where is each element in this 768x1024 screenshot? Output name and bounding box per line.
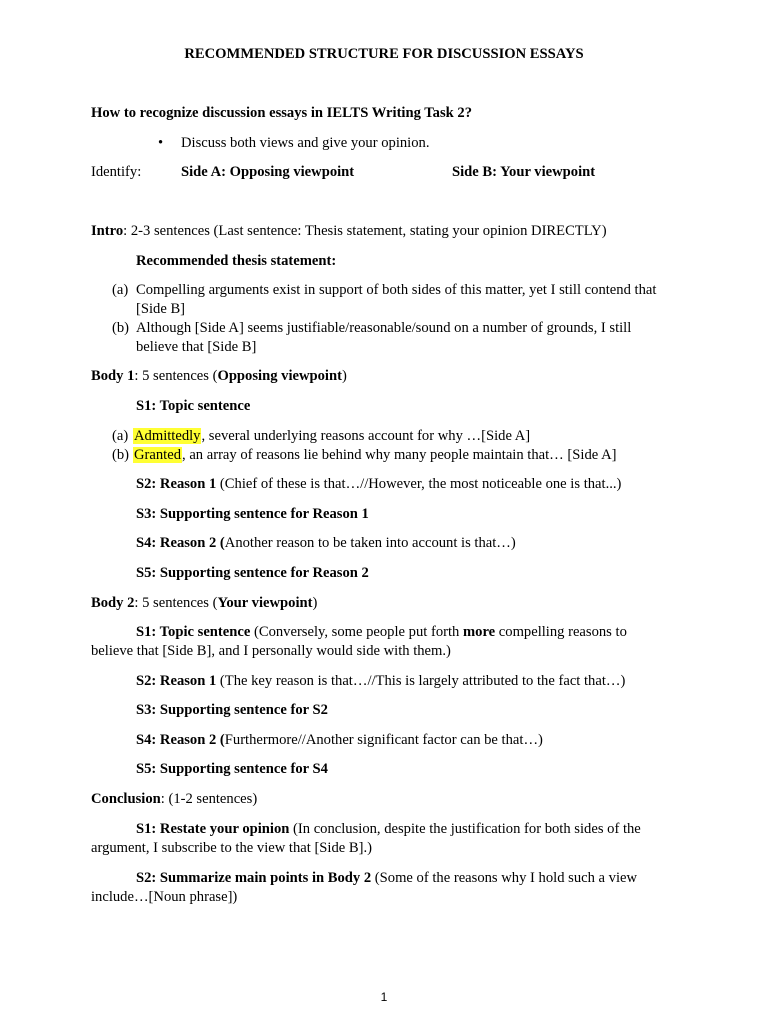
body1-post: ) <box>341 368 347 384</box>
body1-s4-text: Another reason to be taken into account is that…) <box>224 535 516 551</box>
body1-label: Body 1 <box>91 368 135 384</box>
body2-s1-label: S1: Topic sentence <box>136 624 251 640</box>
body2-s4-label: S4: Reason 2 ( <box>136 732 225 748</box>
side-b-label: Side B: Your viewpoint <box>452 164 596 180</box>
body1-viewpoint: Opposing viewpoint <box>217 368 342 384</box>
conclusion-s1-text: (In conclusion, despite the justification for both sides of the <box>289 821 641 837</box>
conclusion-s2-label: S2: Summarize main points in Body 2 <box>136 870 372 886</box>
conclusion-s2-text: (Some of the reasons why I hold such a view <box>371 870 638 886</box>
body2-s1-line2: believe that [Side B], and I personally would side with them.) <box>91 643 451 659</box>
bullet-item: Discuss both views and give your opinion. <box>181 135 430 151</box>
body2-label: Body 2 <box>91 595 135 611</box>
body1-b-rest: , an array of reasons lie behind why many people maintain that… [Side A] <box>182 447 617 463</box>
body2-line <box>91 594 317 613</box>
side-a-label: Side A: Opposing viewpoint <box>181 164 355 180</box>
body1-pre: : 5 sentences ( <box>134 368 218 384</box>
conclusion-text: : (1-2 sentences) <box>160 791 258 807</box>
body2-viewpoint: Your viewpoint <box>217 595 313 611</box>
conclusion-line <box>91 790 257 809</box>
page-number: 1 <box>380 990 388 1004</box>
highlight-admittedly: Admittedly <box>134 428 201 444</box>
body2-post: ) <box>312 595 318 611</box>
body2-pre: : 5 sentences ( <box>134 595 218 611</box>
conclusion-s1-label: S1: Restate your opinion <box>136 821 290 837</box>
body1-s3: S3: Supporting sentence for Reason 1 <box>136 506 369 522</box>
conclusion-label: Conclusion <box>91 791 161 807</box>
conclusion-s2-line2: include…[Noun phrase]) <box>91 889 238 905</box>
body2-s4-text: Furthermore//Another significant factor can be that…) <box>224 732 543 748</box>
intro-text: : 2-3 sentences (Last sentence: Thesis statement, stating your opinion DIRECTLY) <box>123 223 607 239</box>
thesis-b-marker: (b) <box>112 320 130 336</box>
body1-s2-label: S2: Reason 1 <box>136 476 217 492</box>
body1-s4-label: S4: Reason 2 ( <box>136 535 225 551</box>
body2-s1 <box>136 623 627 642</box>
body2-s5: S5: Supporting sentence for S4 <box>136 761 328 777</box>
body1-s5: S5: Supporting sentence for Reason 2 <box>136 565 369 581</box>
body2-s2-text: (The key reason is that…//This is largely attributed to the fact that…) <box>216 673 626 689</box>
body2-s3: S3: Supporting sentence for S2 <box>136 702 328 718</box>
body1-line <box>91 367 347 386</box>
conclusion-s2 <box>136 869 637 888</box>
thesis-a-marker: (a) <box>112 282 129 298</box>
document-title: RECOMMENDED STRUCTURE FOR DISCUSSION ESSAYS <box>184 46 584 62</box>
body1-s4 <box>136 534 516 553</box>
body1-s2-text: (Chief of these is that…//However, the most noticeable one is that...) <box>216 476 622 492</box>
body1-s1: S1: Topic sentence <box>136 398 251 414</box>
body1-a-line <box>133 427 530 446</box>
highlight-granted: Granted <box>134 447 182 463</box>
thesis-a-line1: Compelling arguments exist in support of both sides of this matter, yet I still contend that <box>136 282 657 298</box>
identify-label: Identify: <box>91 164 142 180</box>
thesis-a-line2: [Side B] <box>136 301 186 317</box>
body2-s1-more: more <box>462 624 496 640</box>
section-question: How to recognize discussion essays in IELTS Writing Task 2? <box>91 105 473 121</box>
body2-s1-mid: (Conversely, some people put forth <box>250 624 463 640</box>
conclusion-s1 <box>136 820 641 839</box>
body2-s1-rest: compelling reasons to <box>495 624 627 640</box>
body2-s2-label: S2: Reason 1 <box>136 673 217 689</box>
body1-s2 <box>136 475 621 494</box>
body1-a-marker: (a) <box>112 428 129 444</box>
bullet-marker: • <box>158 135 164 151</box>
body1-b-line <box>133 446 616 465</box>
body1-b-marker: (b) <box>112 447 130 463</box>
thesis-heading: Recommended thesis statement: <box>136 253 337 269</box>
intro-line <box>91 222 607 241</box>
thesis-b-line1: Although [Side A] seems justifiable/reasonable/sound on a number of grounds, I still <box>136 320 632 336</box>
intro-label: Intro <box>91 223 124 239</box>
thesis-b-line2: believe that [Side B] <box>136 339 257 355</box>
body1-a-rest: , several underlying reasons account for why …[Side A] <box>201 428 531 444</box>
body2-s4 <box>136 731 543 750</box>
conclusion-s1-line2: argument, I subscribe to the view that [Side B].) <box>91 840 373 856</box>
body2-s2 <box>136 672 625 691</box>
